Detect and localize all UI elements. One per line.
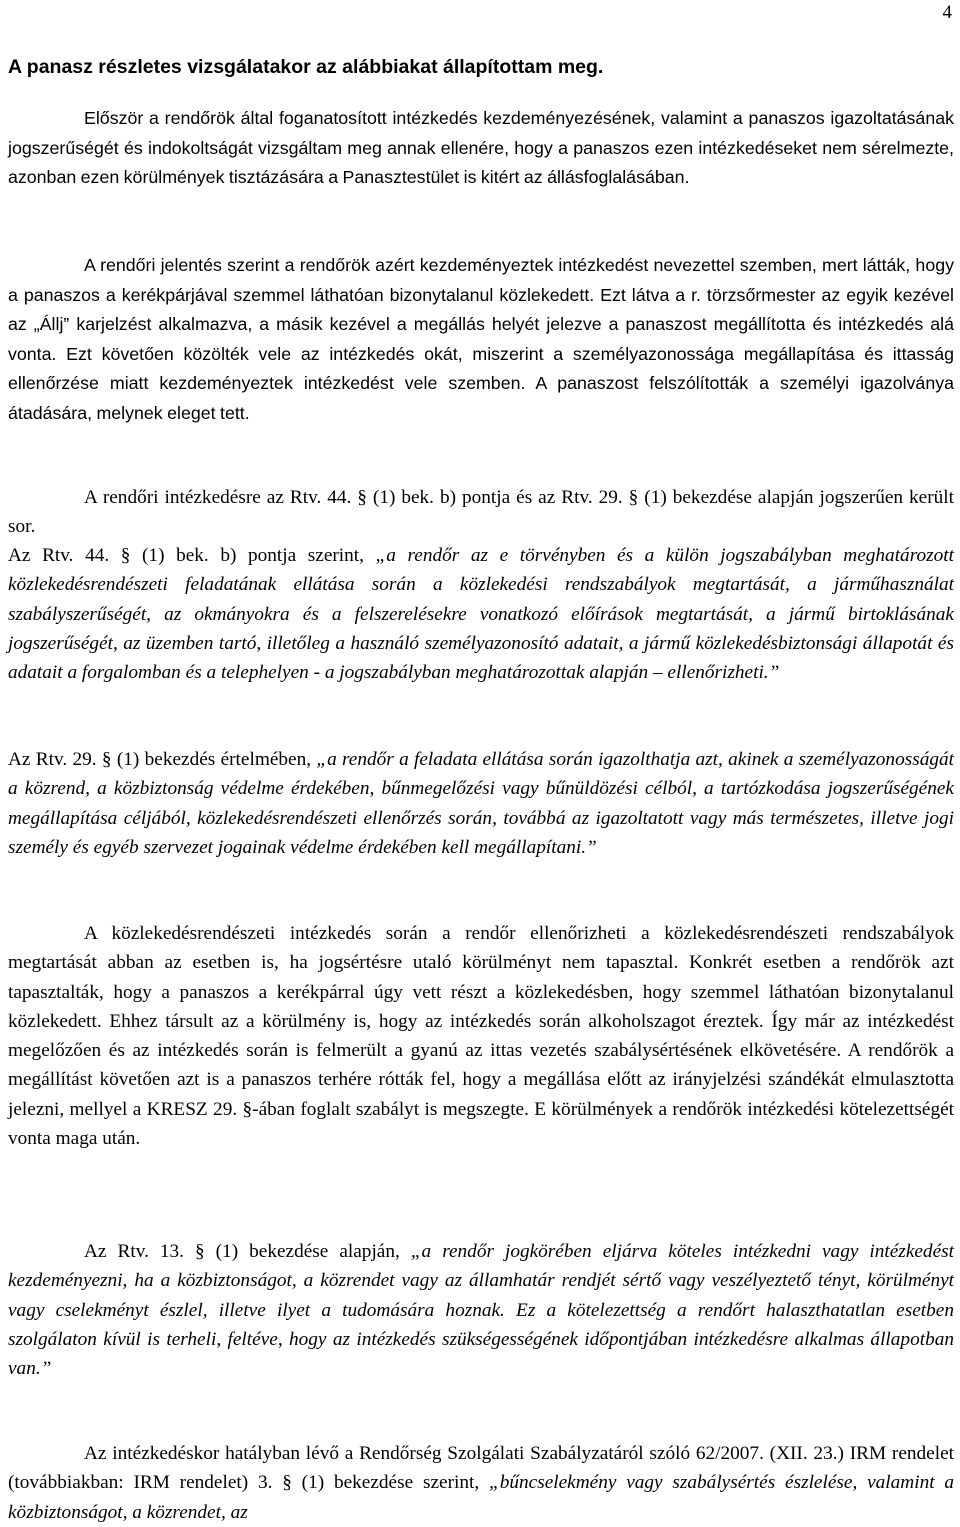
paragraph-rtv-13	[8, 1237, 954, 1383]
citation-lead: Az Rtv. 13. § (1) bekezdése alapján,	[84, 1241, 411, 1262]
paragraph-rtv-44	[8, 541, 954, 687]
paragraph-police-report: A rendőri jelentés szerint a rendőrök azért kezdeményeztek intézkedést nevezettel szemben, mert látták, hogy a panaszos a kerékpárjával szemmel láthatóan bizonytalanul közlekedett. Ezt látva a r. törzsőrmester az egyik kezével az „Állj” karjelzést alkalmazva, a másik kezével a megállás helyét jelezve a panaszost megállította és intézkedés alá vonta. Ezt követően közölték vele az intézkedés okát, miszerint a személyazonossága megállapítása és ittasság ellenőrzése miatt kezdeményeztek intézkedést vele szemben. A panaszost felszólították a személyi igazolványa átadására, melynek eleget tett.	[8, 255, 954, 423]
citation-lead: Az intézkedéskor hatályban lévő a Rendőrség Szolgálati Szabályzatáról szóló 62/2007. (XII. 23.) IRM rendelet (továbbiakban: IRM rendelet) 3. § (1) bekezdése szerint,	[8, 1443, 954, 1494]
paragraph-traffic-enforcement: A közlekedésrendészeti intézkedés során a rendőr ellenőrizheti a közlekedésrendészeti rendszabályok megtartását abban az esetben is, ha jogsértésre utaló körülményt nem tapasztal. Konkrét esetben a rendőrök azt tapasztalták, hogy a panaszos a kerékpárral úgy vett részt a közlekedésben, hogy szemmel láthatóan bizonytalanul közlekedett. Ehhez társult az a körülmény is, hogy az intézkedés során alkoholszagot éreztek. Így már az intézkedést megelőzően és az intézkedés során is felmerült a gyanú az ittas vezetés szabálysértésének elkövetésére. A rendőrök a megállítást követően azt is a panaszos terhére rótták fel, hogy a megállása előtt az irányjelzési szándékát elmulasztotta jelezni, mellyel a KRESZ 29. §-ában foglalt szabályt is megszegte. E körülmények a rendőrök intézkedési kötelezettségét vonta maga után.	[8, 923, 954, 1150]
page-number: 4	[942, 2, 952, 23]
paragraph-irm-regulation	[8, 1439, 954, 1527]
statute-quote: „a rendőr jogkörében eljárva köteles intézkedni vagy intézkedést kezdeményezni, ha a közbiztonságot, a közrendet vagy az államhatár rendjét sértő vagy veszélyeztető tényt, körülményt vagy cselekményt észlel, illetve ilyet a tudomására hoznak. Ez a kötelezettség a rendőrt halaszthatatlan esetben szolgálaton kívül is terheli, feltéve, hogy az intézkedés szükségességének időpontjában intézkedésre alkalmas állapotban van.”	[8, 1241, 954, 1380]
statute-quote: „a rendőr az e törvényben és a külön jogszabályban meghatározott közlekedésrendészeti feladatának ellátása során a közlekedési rendszabályok megtartását, a járműhasználat szabályszerűségét, az okmányokra és a felszerelésekre vonatkozó előírások megtartását, a jármű birtoklásának jogszerűségét, az üzemben tartó, illetőleg a használó személyazonosító adatait, a jármű közlekedésbiztonsági állapotát és adatait a forgalomban és a telephelyen - a jogszabályban meghatározottak alapján – ellenőrizheti.”	[8, 545, 954, 684]
section-heading: A panasz részletes vizsgálatakor az alábbiakat állapítottam meg.	[8, 56, 604, 78]
paragraph-rtv-29	[8, 745, 954, 862]
statute-quote: „bűncselekmény vagy szabálysértés észlelése, valamint a közbiztonságot, a közrendet, az	[8, 1472, 955, 1523]
paragraph-intro: Először a rendőrök által foganatosított intézkedés kezdeményezésének, valamint a panaszos igazoltatásának jogszerűségét és indokoltságát vizsgáltam meg annak ellenére, hogy a panaszos ezen intézkedéseket nem sérelmezte, azonban ezen körülmények tisztázására a Panasztestület is kitért az állásfoglalásában.	[8, 108, 954, 187]
statute-quote: „a rendőr a feladata ellátása során igazolthatja azt, akinek a személyazonosságát a közrend, a közbiztonság védelme érdekében, bűnmegelőzési vagy bűnüldözési célból, a tartózkodása jogszerűségének megállapítása céljából, közlekedésrendészeti ellenőrzés során, továbbá az igazoltatott vagy más természetes, illetve jogi személy és egyéb szervezet jogainak védelme érdekében kell megállapítani.”	[8, 749, 954, 858]
citation-lead: Az Rtv. 29. § (1) bekezdés értelmében,	[8, 749, 317, 770]
citation-lead: Az Rtv. 44. § (1) bek. b) pontja szerint,	[8, 545, 376, 566]
paragraph-legal-basis: A rendőri intézkedésre az Rtv. 44. § (1) bek. b) pontja és az Rtv. 29. § (1) bekezdése alapján jogszerűen került sor.	[8, 487, 954, 538]
